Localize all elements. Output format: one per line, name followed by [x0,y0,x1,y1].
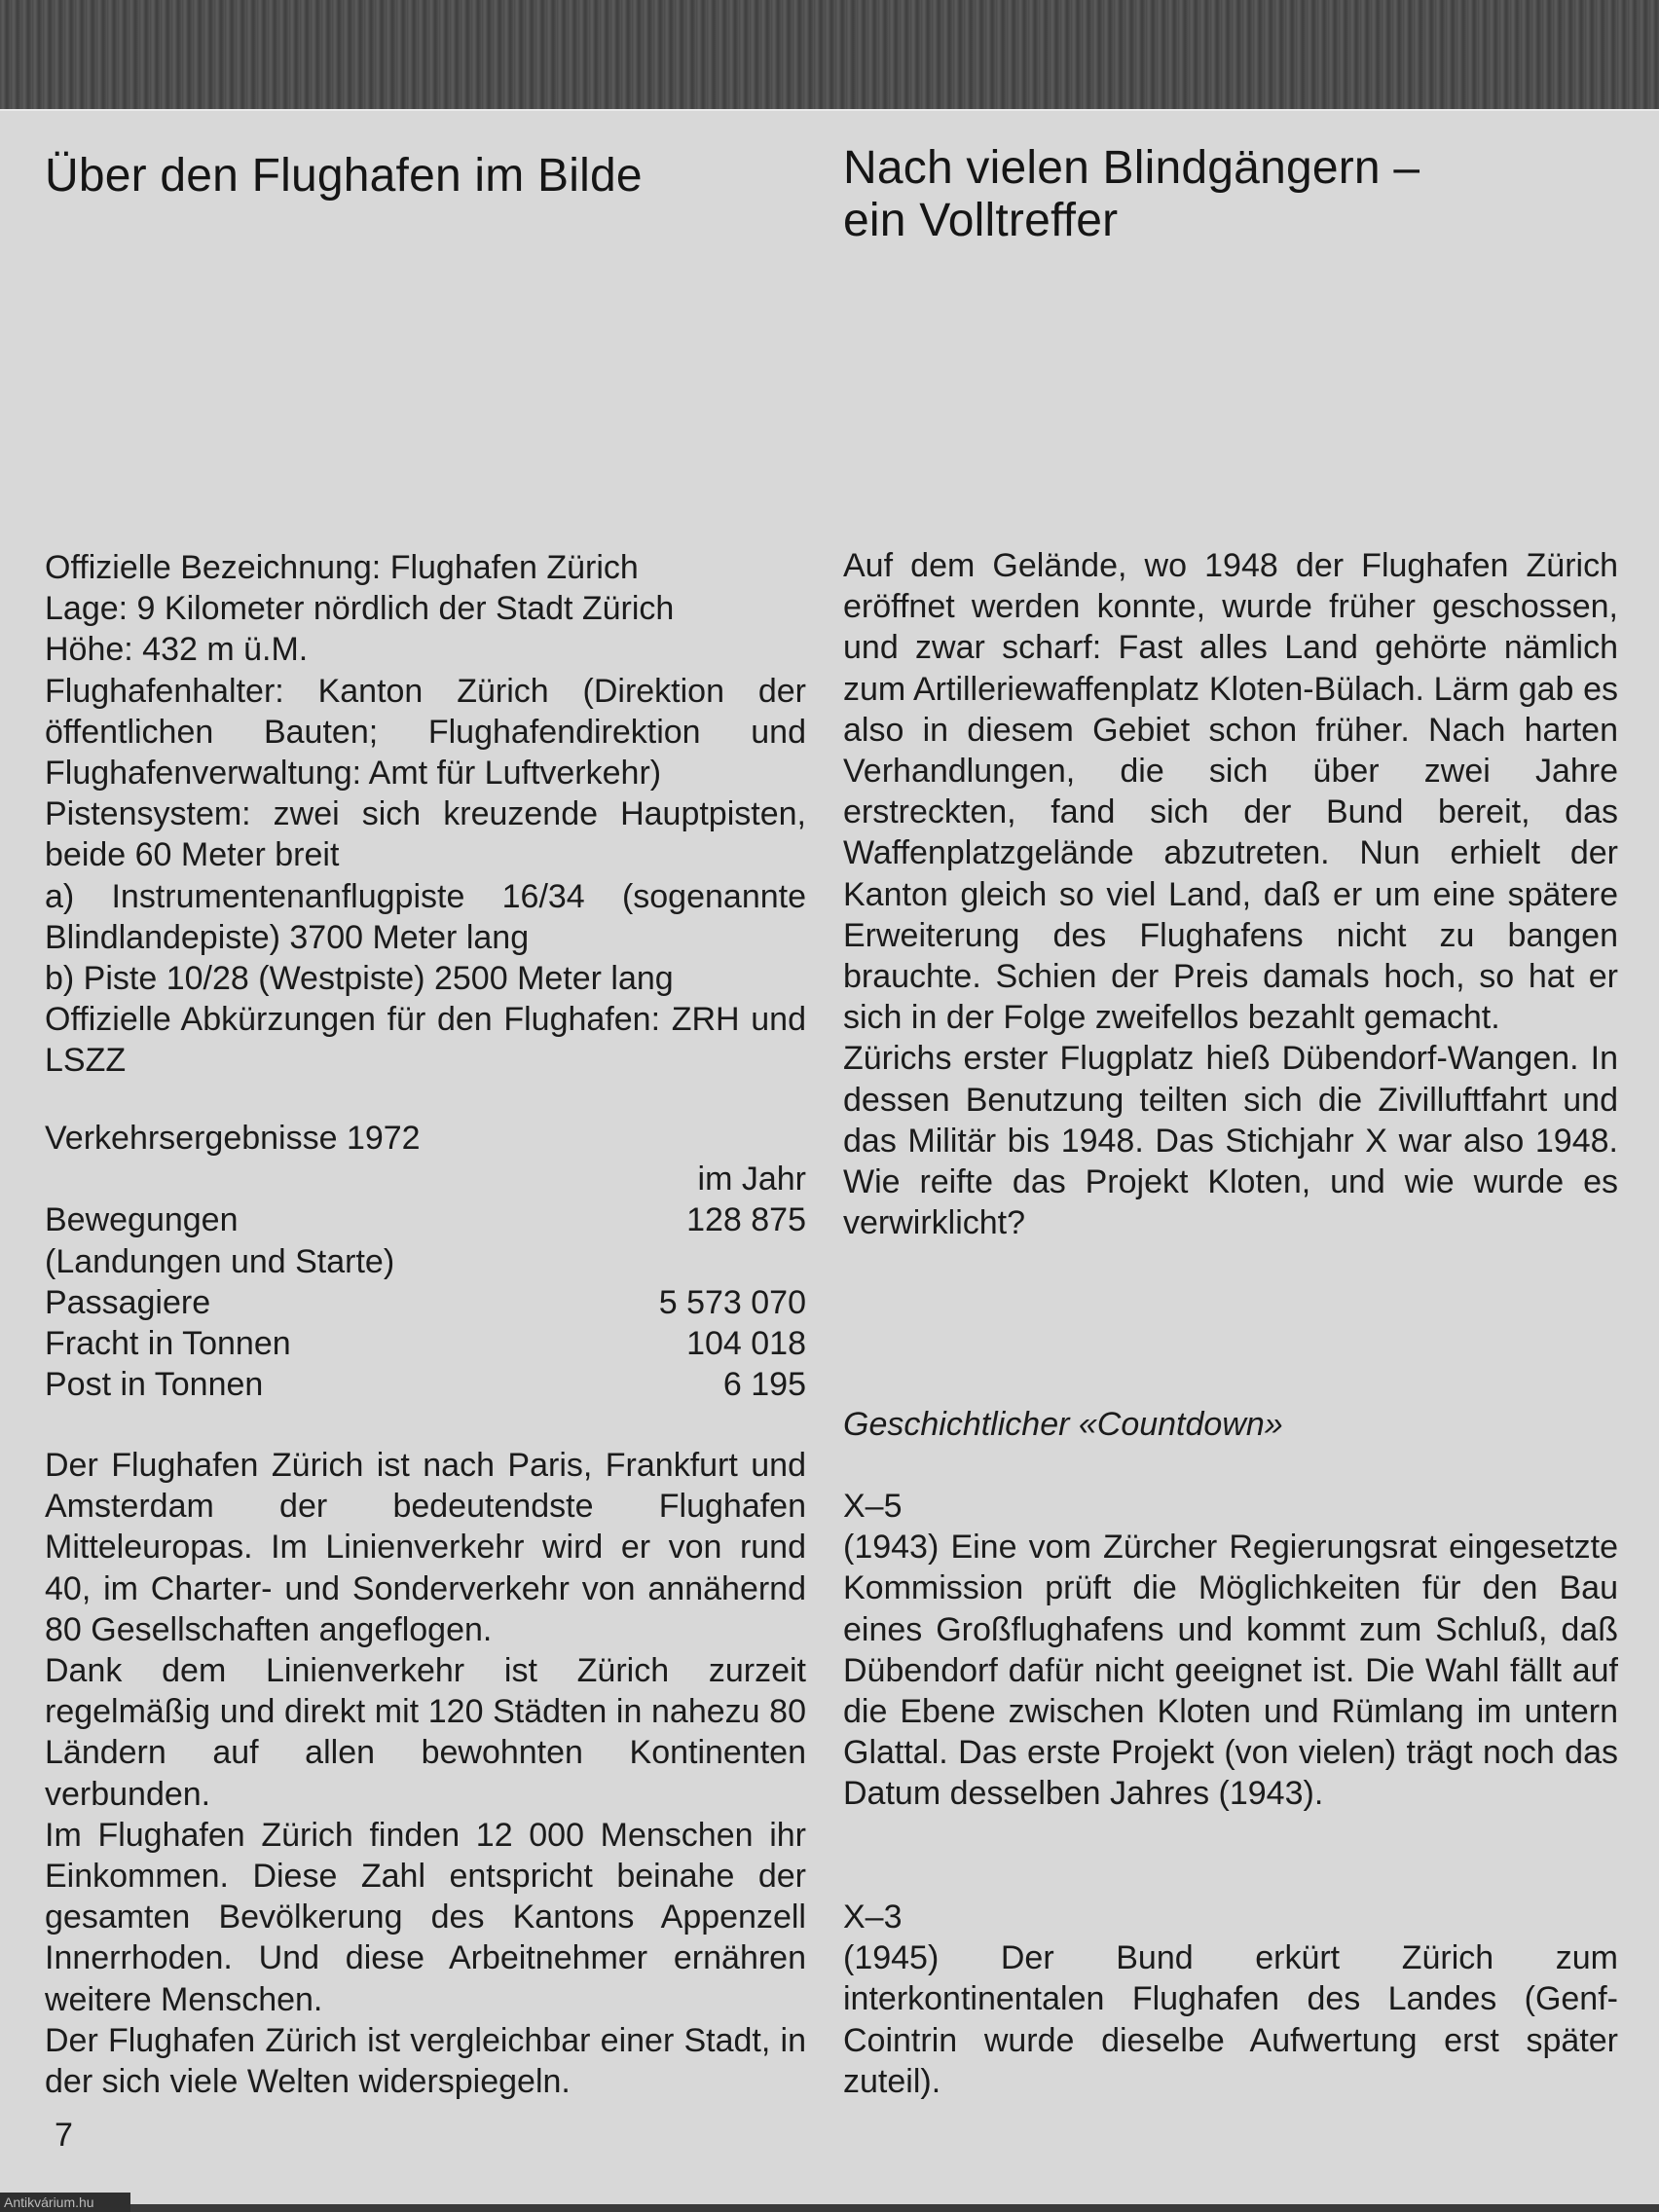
entry-label: X–5 [843,1488,903,1525]
stats-title: Verkehrsergebnisse 1972 [45,1120,421,1157]
paragraph-first-airfield: Zürichs erster Flugplatz hieß Dübendorf-Wangen. In dessen Benutzung teilten sich die Zivilluftfahrt und das Militär bis 1948. Das Stichjahr X war also 1948. Wie reifte das Projekt Kloten, und wie wurde es verwirklicht? [843,1040,1618,1242]
watermark: Antikvárium.hu [0,2193,130,2212]
entry-text: (1945) Der Bund erkürt Zürich zum interkontinentalen Flughafen des Landes (Genf-Cointrin wurde dieselbe Aufwertung erst später zuteil). [843,1939,1618,2100]
entry-text: (1943) Eine vom Zürcher Regierungsrat eingesetzte Kommission prüft die Möglichkeiten für den Bau eines Großflughafens und kommt zum Schluß, daß Dübendorf dafür nicht geeignet ist. Die Wahl fällt auf die Ebene zwischen Kloten und Rümlang im untern Glattal. Das erste Projekt (von vielen) trägt noch das Datum desselben Jahres (1943). [843,1529,1618,1813]
right-title [843,142,1618,247]
entry-label: X–3 [843,1899,903,1936]
background-strip [0,0,1659,115]
stat-label: (Landungen und Starte) [45,1242,395,1280]
paragraph-connections: Dank dem Linienverkehr ist Zürich zurzeit regelmäßig und direkt mit 120 Städten in nahezu 80 Ländern auf allen bewohnten Kontinenten verbunden. [45,1652,806,1813]
stat-value [580,1241,806,1282]
stat-label: Bewegungen [45,1201,239,1239]
paragraph-employment: Im Flughafen Zürich finden 12 000 Menschen ihr Einkommen. Diese Zahl entspricht beinahe der gesamten Bevölkerung des Kantons Appenzell Innerrhoden. Und diese Arbeitnehmer ernähren weitere Menschen. [45,1816,806,2018]
left-paragraphs [45,1445,806,2102]
table-row [45,1159,806,1199]
countdown-entry [843,1486,1618,1815]
page-number: 7 [55,2117,73,2154]
table-row [45,1199,806,1240]
stat-value: 5 573 070 [658,1283,806,1321]
stat-label: Fracht in Tonnen [45,1325,291,1363]
paragraph-city: Der Flughafen Zürich ist vergleichbar einer Stadt, in der sich viele Welten widerspiegeln. [45,2021,806,2101]
paragraph-history: Auf dem Gelände, wo 1948 der Flughafen Zürich eröffnet werden konnte, wurde früher geschossen, und zwar scharf: Fast alles Land gehörte nämlich zum Artilleriewaffenplatz Kloten-Bülach. Lärm gab es also in diesem Gebiet schon früher. Nach harten Verhandlungen, die sich über zwei Jahre erstreckten, fand sich der Bund bereit, das Waffenplatzgelände abzutreten. Nun erhielt der Kanton gleich so viel Land, daß er um eine spätere Erweiterung des Flughafens nicht zu bangen brauchte. Schien der Preis damals hoch, so hat er sich in der Folge zweifellos bezahlt gemacht. [843,547,1618,1037]
right-title-line-2: ein Volltreffer [843,195,1119,246]
fact-runway-a: a) Instrumentenanflugpiste 16/34 (sogenannte Blindlandepiste) 3700 Meter lang [45,877,806,956]
fact-operator: Flughafenhalter: Kanton Zürich (Direktion der öffentlichen Bauten; Flughafendirektion und Flughafenverwaltung: Amt für Luftverkehr) [45,672,806,793]
countdown-entry [843,1897,1618,2102]
book-page [0,109,1659,2204]
section-title: Geschichtlicher «Countdown» [843,1406,1283,1443]
paragraph-ranking: Der Flughafen Zürich ist nach Paris, Frankfurt und Amsterdam der bedeutendste Flughafen Mitteleuropas. Im Linienverkehr wird er von rund 40, im Charter- und Sonderverkehr von annähernd 80 Gesellschaften angeflogen. [45,1447,806,1648]
stats-block [45,1118,806,1405]
stat-value: 6 195 [722,1366,806,1404]
stat-value: 104 018 [686,1325,806,1363]
fact-altitude: Höhe: 432 m ü.M. [45,631,309,669]
stats-header: im Jahr [697,1161,806,1198]
stat-label: Post in Tonnen [45,1366,264,1404]
fact-designation: Offizielle Bezeichnung: Flughafen Zürich [45,549,639,586]
fact-runway-b: b) Piste 10/28 (Westpiste) 2500 Meter lang [45,960,674,998]
stat-label: Passagiere [45,1283,211,1321]
fact-abbreviations: Offizielle Abkürzungen für den Flughafen: ZRH und LSZZ [45,1001,806,1080]
right-title-line-1: Nach vielen Blindgängern – [843,142,1420,194]
table-row [45,1323,806,1364]
fact-location: Lage: 9 Kilometer nördlich der Stadt Zürich [45,590,675,628]
stat-value: 128 875 [686,1201,806,1239]
stats-table [45,1159,806,1405]
table-row [45,1282,806,1323]
table-row [45,1241,806,1282]
facts-block [45,547,806,1082]
left-title: Über den Flughafen im Bilde [45,150,643,202]
table-row [45,1364,806,1405]
fact-runway-system: Pistensystem: zwei sich kreuzende Hauptpisten, beide 60 Meter breit [45,795,806,874]
right-paragraphs [843,545,1618,1243]
